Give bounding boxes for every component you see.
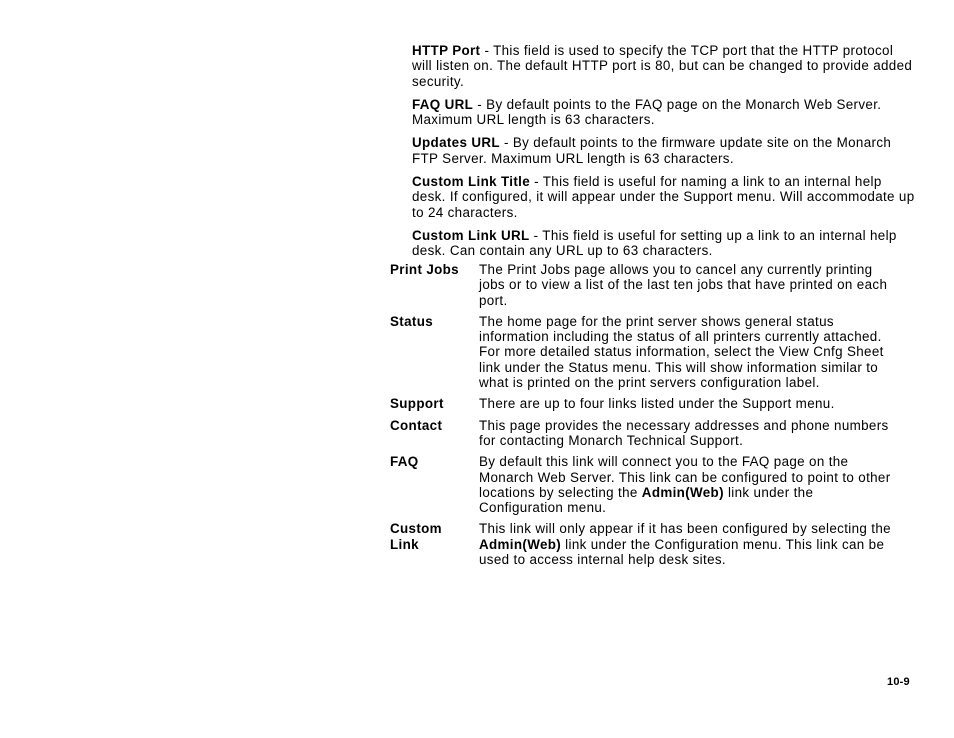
definition-term: Custom Link [390,521,442,552]
definition-text-before: By default this link will connect you to the FAQ page on the Monarch Web Server. This link can be configured to point to other locations by selecting the [479,454,891,500]
field-text: - By default points to the FAQ page on the Monarch Web Server. Maximum URL length is 63 characters. [412,96,882,128]
field-term: Custom Link URL [412,227,530,243]
definition-term: Support [390,396,444,412]
definition-text-after: link under the Configuration menu. This link can be used to access internal help desk sites. [479,536,885,568]
definition-term: Status [390,313,434,329]
page-number: 10-9 [887,676,910,688]
definition-faq [390,454,920,515]
definition-text: The home page for the print server shows general status information including the status of all printers currently attached. For more detailed status information, select the View Cnfg Sheet link under the Status menu. This will show information similar to what is printed on the print servers configuration label. [479,313,884,391]
definition-text-before: This link will only appear if it has been configured by selecting the [479,521,891,537]
definition-text: There are up to four links listed under the Support menu. [479,396,835,412]
definition-text: This page provides the necessary addresses and phone numbers for contacting Monarch Technical Support. [479,417,889,448]
field-http-port [412,43,917,89]
definition-bold-link-name: Admin(Web) [479,536,562,552]
field-text: - By default points to the firmware update site on the Monarch FTP Server. Maximum URL length is 63 characters. [412,135,892,166]
definition-text-after: link under the Configuration menu. [479,484,814,516]
definition-support [390,396,920,411]
definition-bold-link-name: Admin(Web) [641,484,724,500]
field-term: HTTP Port [412,43,481,58]
definition-print-jobs [390,262,920,308]
definition-custom-link [390,521,920,567]
definition-text: The Print Jobs page allows you to cancel any currently printing jobs or to view a list of the last ten jobs that have printed on each port. [479,262,888,308]
field-text: - This field is used to specify the TCP port that the HTTP protocol will listen on. The default HTTP port is 80, but can be changed to provide added security. [412,43,913,89]
definition-text [479,454,899,515]
menu-definition-list [390,262,920,573]
field-faq-url [412,97,917,128]
field-updates-url [412,135,917,166]
definition-contact [390,418,920,449]
config-field-list [412,43,917,267]
field-custom-link-url [412,228,917,259]
field-term: Custom Link Title [412,174,531,190]
definition-term: FAQ [390,454,419,470]
field-term: FAQ URL [412,96,474,112]
field-term: Updates URL [412,135,500,151]
field-custom-link-title [412,174,917,220]
field-text: - This field is useful for setting up a link to an internal help desk. Can contain any URL up to 63 characters. [412,227,897,259]
definition-text [479,521,899,567]
field-text: - This field is useful for naming a link to an internal help desk. If configured, it will appear under the Support menu. Will accommodate up to 24 characters. [412,174,915,220]
definition-term: Contact [390,417,443,433]
definition-term: Print Jobs [390,262,459,277]
definition-status [390,314,920,390]
